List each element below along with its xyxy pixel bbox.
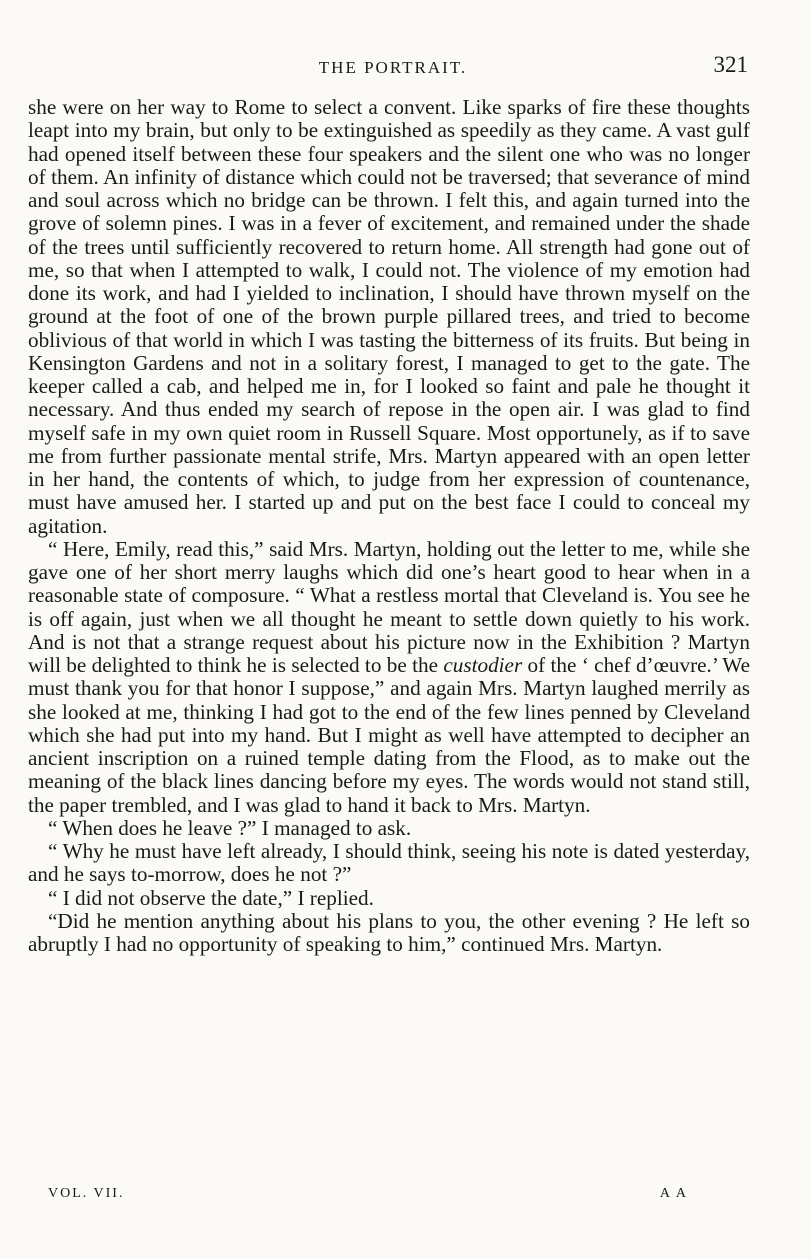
- paragraph-dialogue: “Did he mention anything about his plans to you, the other evening ? He left so abruptly I had no opportunity of speaking to him,” continued Mrs. Martyn.: [28, 908, 750, 956]
- page-number: 321: [713, 52, 748, 77]
- paragraph-dialogue: “ Why he must have left already, I should think, seeing his note is dated yesterday, and he says to-morrow, does he not ?”: [28, 839, 750, 887]
- signature-mark: A A: [659, 1186, 688, 1201]
- volume-label: VOL. VII.: [48, 1186, 125, 1201]
- paragraph-text: of the ‘ chef d’œuvre.’ We must thank you for that honor I suppose,” and again Mrs. Martyn laughed merrily as she looked at me, thinking I had got to the end of the few lines penned by Cleveland which she had put into my hand. But I might as well have attempted to decipher an ancient inscription on a ruined temple dating from the Flood, as to make out the meaning of the black lines dancing before my eyes. The words would not stand still, the paper trembled, and I was glad to hand it back to Mrs. Martyn.: [28, 653, 751, 817]
- italic-word: custodier: [443, 653, 523, 677]
- running-title: THE PORTRAIT.: [318, 58, 468, 77]
- paragraph-dialogue: “ When does he leave ?” I managed to ask.: [48, 815, 412, 840]
- body-text: [28, 96, 750, 956]
- paragraph-continued: she were on her way to Rome to select a convent. Like sparks of fire these thoughts leapt into my brain, but only to be extinguished as speedily as they came. A vast gulf had opened itself between these four speakers and the silent one who was no longer of them. An infinity of distance which could not be traversed; that severance of mind and soul across which no bridge can be thrown. I felt this, and again turned into the grove of solemn pines. I was in a fever of excitement, and remained under the shade of the trees until sufficiently recovered to return home. All strength had gone out of me, so that when I attempted to walk, I could not. The violence of my emotion had done its work, and had I yielded to inclination, I should have thrown myself on the ground at the foot of one of the brown purple pillared trees, and tried to become oblivious of that world in which I was tasting the bitterness of its fruits. But being in Kensington Gardens and not in a solitary forest, I managed to get to the gate. The keeper called a cab, and helped me in, for I looked so faint and pale he thought it necessary. And thus ended my search of repose in the open air. I was glad to find myself safe in my own quiet room in Russell Square. Most opportunely, as if to save me from further passionate mental strife, Mrs. Martyn appeared with an open letter in her hand, the contents of which, to judge from her expression of countenance, must have amused her. I started up and put on the best face I could to conceal my agitation.: [28, 95, 750, 538]
- running-head: [36, 52, 750, 82]
- page-footer: [48, 1186, 688, 1206]
- paragraph-dialogue: “ I did not observe the date,” I replied.: [48, 885, 374, 910]
- paragraph-text: “ Here, Emily, read this,” said Mrs. Martyn, holding out the letter to me, while she gave one of her short merry laughs which did one’s heart good to hear when in a reasonable state of composure. “ What a restless mortal that Cleveland is. You see he is off again, just when we all thought he meant to settle down quietly to his work. And is not that a strange request about his picture now in the Exhibition ? Martyn will be delighted to think he is selected to be the: [28, 536, 750, 677]
- paragraph-letter-dialogue: [28, 538, 750, 817]
